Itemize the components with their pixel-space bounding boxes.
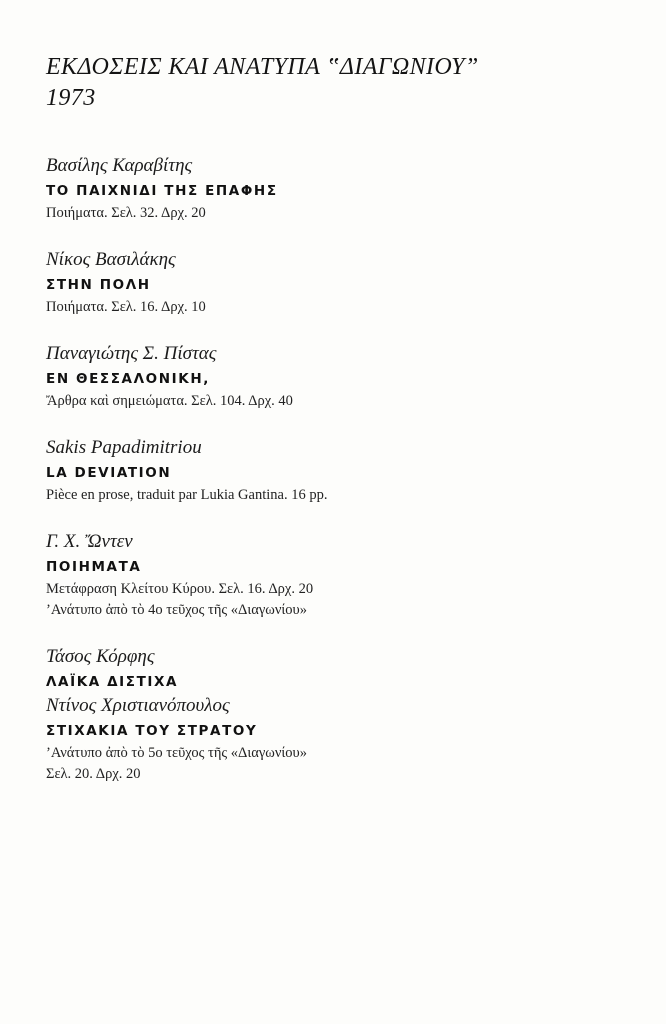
entry-description: Σελ. 20. Δρχ. 20 [46, 766, 141, 782]
entry-second-title: ΣΤΙΧΑΚΙΑ ΤΟΥ ΣΤΡΑΤΟΥ [46, 723, 258, 739]
catalog-entry [46, 248, 636, 318]
entry-title: ΛΑΪΚΑ ΔΙΣΤΙΧΑ [46, 674, 179, 690]
catalog-header [46, 52, 636, 114]
catalog-entry [46, 154, 636, 224]
entry-title: LA DEVIATION [46, 465, 172, 481]
catalog-entry [46, 530, 636, 621]
entry-reprint-note: ’Ανάτυπο ἀπὸ τὸ 5ο τεῦχος τῆς «Διαγωνίου» [46, 745, 307, 761]
entry-author: Τάσος Κόρφης [46, 646, 155, 667]
entry-author: Νίκος Βασιλάκης [46, 249, 176, 270]
entry-author: Sakis Papadimitriou [46, 437, 202, 458]
entry-description: Ἄρθρα καὶ σημειώματα. Σελ. 104. Δρχ. 40 [46, 393, 293, 409]
entry-second-author: Ντίνος Χριστιανόπουλος [46, 695, 230, 716]
entry-reprint-note: ’Ανάτυπο ἀπὸ τὸ 4ο τεῦχος τῆς «Διαγωνίου» [46, 602, 307, 618]
entry-description: Pièce en prose, traduit par Lukia Gantina. 16 pp. [46, 487, 328, 503]
entry-author: Παναγιώτης Σ. Πίστας [46, 343, 217, 364]
catalog-page [46, 52, 636, 809]
catalog-title: ΕΚΔΟΣΕΙΣ ΚΑΙ ΑΝΑΤΥΠΑ ‟ΔΙΑΓΩΝΙΟΥ” [46, 54, 479, 80]
entry-title: ΕΝ ΘΕΣΣΑΛΟΝΙΚΗ, [46, 371, 210, 387]
entry-title: ΣΤΗΝ ΠΟΛΗ [46, 277, 151, 293]
entry-author: Γ. Χ. Ὤντεν [46, 531, 133, 552]
entry-description: Μετάφραση Κλείτου Κύρου. Σελ. 16. Δρχ. 20 [46, 581, 314, 597]
entry-description: Ποιήματα. Σελ. 32. Δρχ. 20 [46, 205, 206, 221]
catalog-entry [46, 645, 636, 785]
catalog-entry [46, 342, 636, 412]
catalog-year: 1973 [46, 85, 96, 111]
catalog-entry [46, 436, 636, 506]
entry-description: Ποιήματα. Σελ. 16. Δρχ. 10 [46, 299, 206, 315]
entry-title: ΠΟΙΗΜΑΤΑ [46, 559, 142, 575]
entry-title: ΤΟ ΠΑΙΧΝΙΔΙ ΤΗΣ ΕΠΑΦΗΣ [46, 183, 278, 199]
entry-author: Βασίλης Καραβίτης [46, 155, 193, 176]
